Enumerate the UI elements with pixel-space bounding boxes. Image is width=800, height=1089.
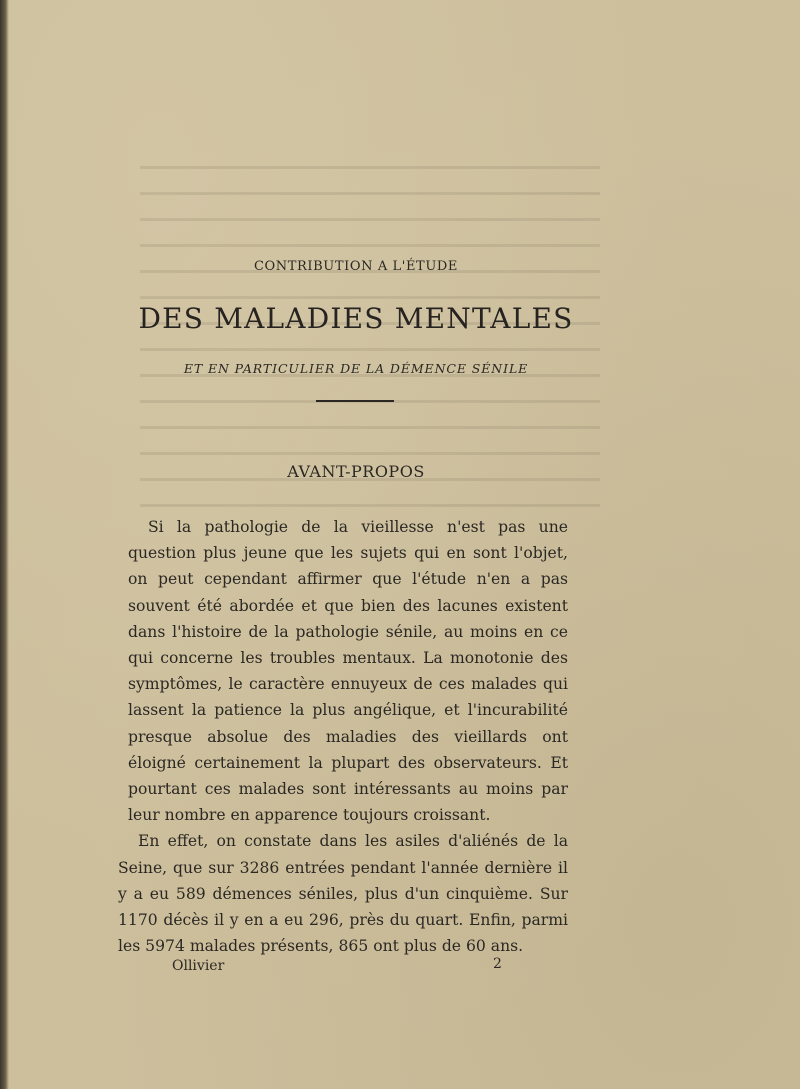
title-kicker: CONTRIBUTION A L'ÉTUDE	[253, 259, 458, 274]
page-number: 2	[493, 956, 502, 972]
paragraph-2: En effet, on constate dans les asiles d'aliénés de la Seine, que sur 3286 entrées pendant l'année dernière il y a eu 589 démences séniles, plus d'un cinquième. Sur 1170 décès il y en a eu 296, près du quart. Enfin, parmi les 5974 malades présents, 865 ont plus de 60 ans.	[118, 832, 568, 956]
footer-author: Ollivier	[172, 958, 225, 974]
page-subtitle: ET EN PARTICULIER DE LA DÉMENCE SÉNILE	[183, 361, 529, 376]
page-title: DES MALADIES MENTALES	[138, 302, 574, 335]
paragraph-1: Si la pathologie de la vieillesse n'est pas une question plus jeune que les sujets qui en sont l'objet, on peut cependant affirmer que l'étude n'en a pas souvent été abordée et que bien des lacunes existent dans l'histoire de la pathologie sénile, au moins en ce qui concerne les troubles mentaux. La monotonie des symptômes, le caractère ennuyeux de ces malades qui lassent la patience la plus angélique, et l'incurabilité presque absolue des maladies des vieillards ont éloigné certainement la plupart des observateurs. Et pourtant ces malades sont intéressants au moins par leur nombre en apparence toujours croissant.	[128, 518, 568, 825]
book-spine-edge	[0, 0, 9, 1089]
body-text	[118, 514, 568, 959]
title-rule	[316, 400, 394, 402]
section-heading: AVANT-PROPOS	[287, 462, 425, 481]
